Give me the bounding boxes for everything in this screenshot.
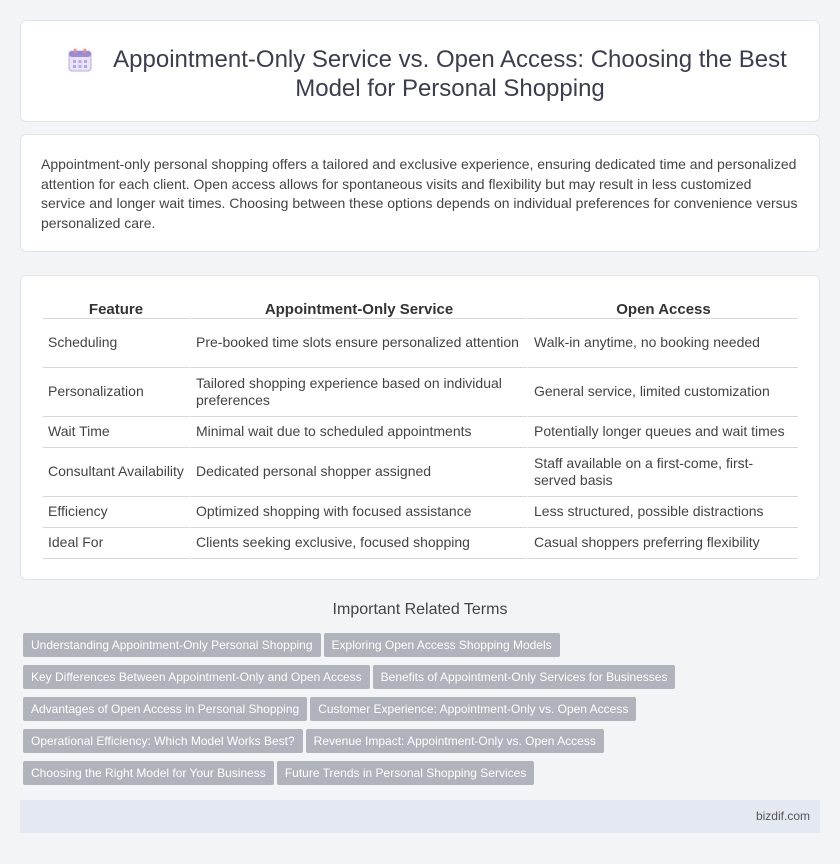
tag-row [23, 665, 803, 697]
page-title: Appointment-Only Service vs. Open Access: Choosing the Best Model for Personal Shopping [113, 46, 787, 102]
row-appointment-value: Clients seeking exclusive, focused shopping [189, 528, 527, 559]
row-feature: Personalization [43, 368, 189, 417]
comparison-card [20, 275, 820, 580]
footer-bar [20, 800, 820, 833]
related-terms-title: Important Related Terms [332, 601, 508, 618]
related-term-link[interactable]: Revenue Impact: Appointment-Only vs. Open Access [306, 729, 604, 753]
tag-row [23, 633, 803, 665]
header-appointment-only: Appointment-Only Service [189, 296, 527, 319]
table-row [43, 319, 798, 368]
table-row [43, 417, 798, 448]
row-open-value: Less structured, possible distractions [527, 497, 798, 528]
tag-row [23, 761, 803, 793]
related-term-link[interactable]: Benefits of Appointment-Only Services for Businesses [373, 665, 676, 689]
row-open-value: Staff available on a first-come, first-served basis [527, 448, 798, 497]
related-term-link[interactable]: Advantages of Open Access in Personal Shopping [23, 697, 307, 721]
table-row [43, 497, 798, 528]
tag-row [23, 729, 803, 761]
row-appointment-value: Dedicated personal shopper assigned [189, 448, 527, 497]
row-open-value: Casual shoppers preferring flexibility [527, 528, 798, 559]
row-feature: Efficiency [43, 497, 189, 528]
row-feature: Wait Time [43, 417, 189, 448]
row-appointment-value: Tailored shopping experience based on individual preferences [189, 368, 527, 417]
table-row [43, 528, 798, 559]
related-term-link[interactable]: Exploring Open Access Shopping Models [324, 633, 560, 657]
tag-row [23, 697, 803, 729]
comparison-table [43, 296, 798, 559]
row-appointment-value: Optimized shopping with focused assistance [189, 497, 527, 528]
row-appointment-value: Minimal wait due to scheduled appointments [189, 417, 527, 448]
row-open-value: Walk-in anytime, no booking needed [527, 319, 798, 368]
related-term-link[interactable]: Customer Experience: Appointment-Only vs. Open Access [310, 697, 636, 721]
header-feature: Feature [43, 296, 189, 319]
row-feature: Ideal For [43, 528, 189, 559]
header-open-access: Open Access [527, 296, 798, 319]
table-row [43, 368, 798, 417]
related-term-link[interactable]: Future Trends in Personal Shopping Services [277, 761, 534, 785]
table-row [43, 448, 798, 497]
related-term-link[interactable]: Understanding Appointment-Only Personal Shopping [23, 633, 321, 657]
row-open-value: General service, limited customization [527, 368, 798, 417]
row-open-value: Potentially longer queues and wait times [527, 417, 798, 448]
related-term-link[interactable]: Choosing the Right Model for Your Business [23, 761, 274, 785]
intro-card [20, 134, 820, 252]
intro-paragraph: Appointment-only personal shopping offers a tailored and exclusive experience, ensuring dedicated time and personalized attention for each client. Open access allows for spontaneous visits and flexibility but may result in less customized service and longer wait times. Choosing between these options depends on individual preferences for convenience versus personalized care. [41, 156, 798, 231]
table-header-row [43, 296, 798, 319]
related-terms-list [23, 633, 803, 793]
header-card [20, 20, 820, 122]
footer-site-link[interactable]: bizdif.com [755, 809, 810, 823]
related-term-link[interactable]: Key Differences Between Appointment-Only and Open Access [23, 665, 370, 689]
related-term-link[interactable]: Operational Efficiency: Which Model Works Best? [23, 729, 303, 753]
row-feature: Consultant Availability [43, 448, 189, 497]
row-appointment-value: Pre-booked time slots ensure personalized attention [189, 319, 527, 368]
row-feature: Scheduling [43, 319, 189, 368]
